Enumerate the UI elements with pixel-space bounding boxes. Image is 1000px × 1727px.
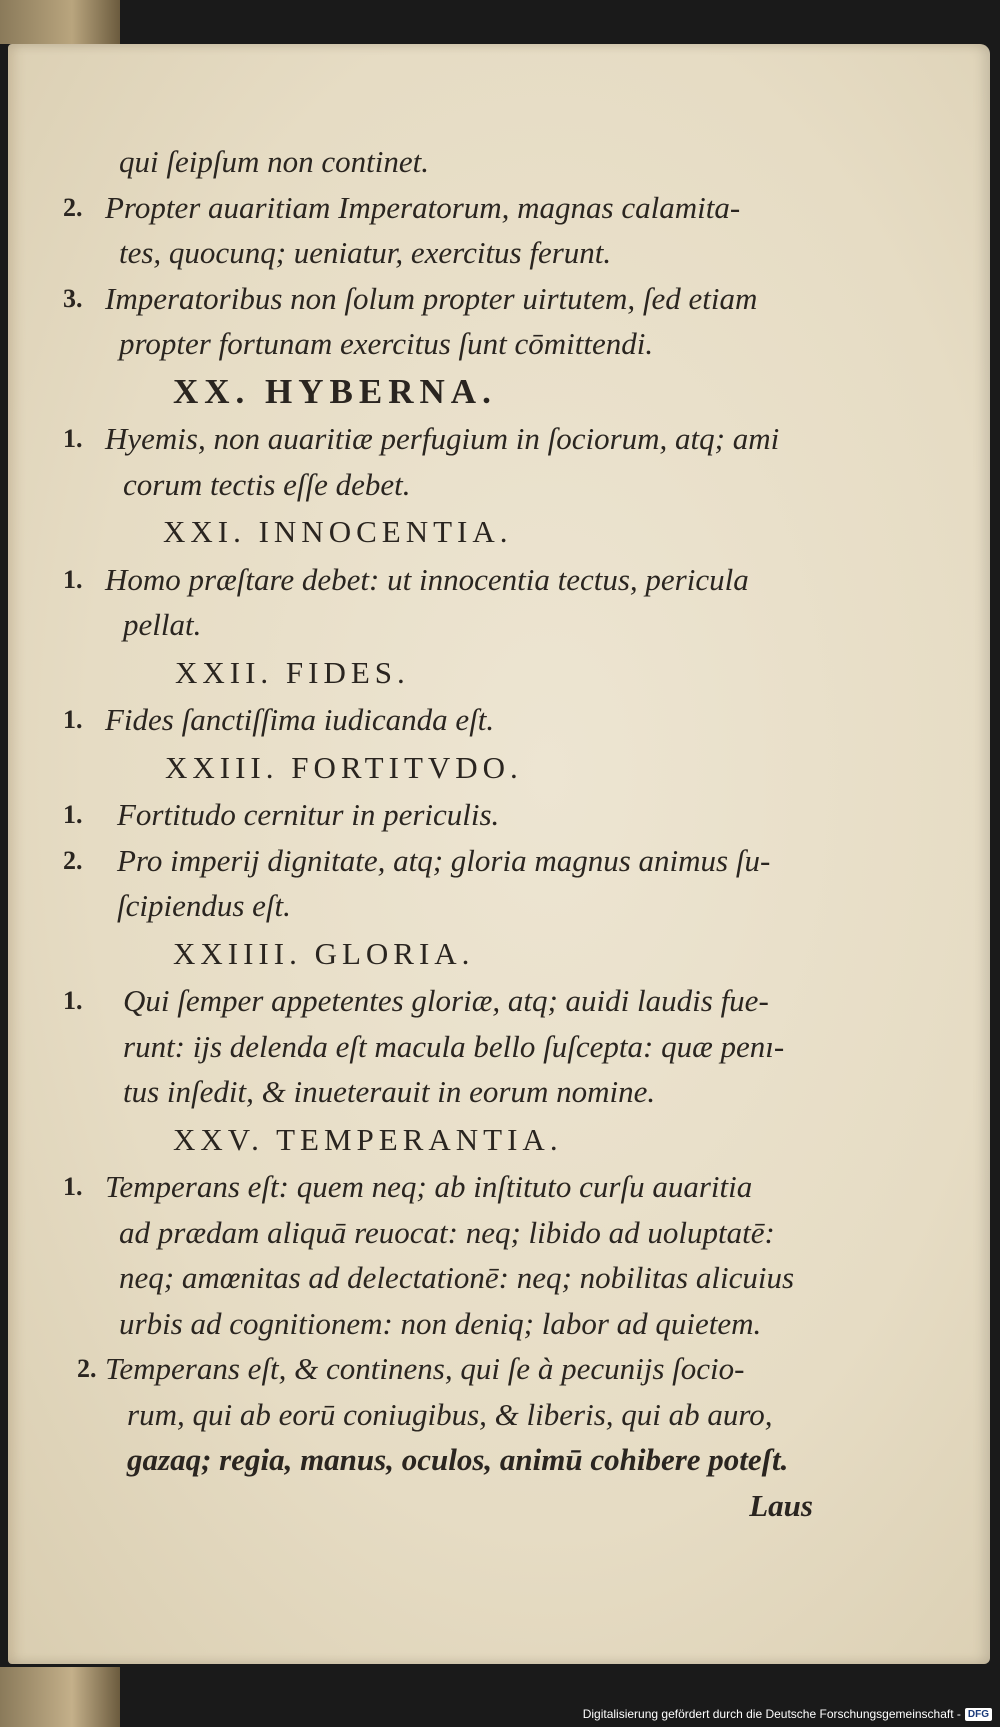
text-line	[63, 462, 823, 508]
item-number	[63, 1437, 105, 1483]
text-line	[63, 838, 823, 884]
line-text: Pro imperij dignitate, atq; gloria magnus animus ſu-	[117, 842, 771, 878]
line-text: Homo præſtare debet: ut innocentia tectus, pericula	[105, 561, 749, 597]
text-line	[63, 1210, 823, 1256]
item-number	[63, 1255, 105, 1301]
book-spine-top	[0, 0, 120, 44]
text-line	[63, 792, 823, 838]
line-text: Qui ſemper appetentes gloriæ, atq; auidi laudis fue-	[123, 983, 769, 1018]
section-heading: XXIIII. GLORIA.	[173, 935, 475, 971]
item-number: 3.	[63, 283, 83, 313]
credit-text: Digitalisierung gefördert durch die Deutsche Forschungsgemeinschaft -	[582, 1707, 961, 1721]
text-line	[63, 978, 823, 1024]
text-line	[63, 557, 823, 603]
text-line	[63, 1392, 823, 1438]
item-number: 1.	[63, 800, 83, 829]
text-line	[63, 1024, 823, 1070]
item-number	[63, 230, 105, 276]
section-heading: XXIII. FORTITVDO.	[165, 749, 523, 785]
text-line	[63, 1069, 823, 1115]
text-line	[63, 185, 823, 231]
item-number	[63, 602, 105, 648]
catchword: Laus	[749, 1487, 813, 1523]
text-line	[63, 1301, 823, 1347]
line-text: Fortitudo cernitur in periculis.	[117, 797, 500, 832]
text-line	[63, 1164, 823, 1210]
line-text: ſcipiendus eſt.	[117, 888, 291, 923]
item-number: 1.	[63, 1172, 83, 1201]
section-heading: XXV. TEMPERANTIA.	[173, 1121, 563, 1157]
book-page	[8, 44, 990, 1664]
item-number	[63, 883, 105, 929]
text-line	[63, 697, 823, 743]
item-number	[63, 139, 105, 185]
section-heading: XXI. INNOCENTIA.	[163, 514, 513, 549]
item-number: 2.	[63, 845, 83, 875]
item-number	[63, 1392, 105, 1438]
line-text: urbis ad cognitionem: non deniq; labor ad quietem.	[119, 1305, 762, 1341]
text-line	[63, 1255, 823, 1301]
item-number	[63, 1069, 105, 1115]
text-line	[63, 139, 823, 185]
text-line	[63, 1346, 823, 1392]
digitization-credit	[583, 1707, 992, 1721]
item-number	[63, 1024, 105, 1070]
line-text: Fides ſanctiſſima iudicanda eſt.	[105, 702, 495, 737]
line-text: qui ſeipſum non continet.	[119, 144, 429, 179]
text-line	[63, 416, 823, 462]
section-heading: XX. HYBERNA.	[173, 371, 497, 411]
line-text: corum tectis eſſe debet.	[123, 466, 411, 502]
item-number: 1.	[63, 705, 83, 734]
text-line	[63, 276, 823, 322]
line-text: rum, qui ab eorū coniugibus, & liberis, qui ab auro,	[127, 1396, 773, 1432]
text-line	[63, 883, 823, 929]
page-text	[63, 139, 823, 1528]
item-number	[63, 321, 105, 367]
item-number	[63, 1301, 105, 1347]
text-line	[63, 602, 823, 648]
line-text: Temperans eſt: quem neq; ab inſtituto curſu auaritia	[105, 1169, 753, 1204]
line-text: tus inſedit, & inueterauit in eorum nomine.	[123, 1074, 656, 1109]
section-heading: XXII. FIDES.	[175, 654, 410, 690]
line-text: ad prædam aliquā reuocat: neq; libido ad uoluptatē:	[119, 1214, 775, 1250]
text-line	[63, 1437, 823, 1483]
item-number: 1.	[63, 986, 83, 1015]
item-number: 1.	[63, 424, 83, 453]
book-spine-bottom	[0, 1667, 120, 1727]
item-number: 2.	[63, 192, 83, 222]
item-number	[63, 1210, 105, 1256]
line-text: gazaq; regia, manus, oculos, animū cohibere poteſt.	[127, 1442, 789, 1477]
line-text: Temperans eſt, & continens, qui ſe à pecunijs ſocio-	[105, 1351, 745, 1386]
text-line	[63, 321, 823, 367]
line-text: Imperatoribus non ſolum propter uirtutem, ſed etiam	[105, 280, 758, 316]
item-number: 2.	[77, 1354, 97, 1383]
line-text: pellat.	[123, 607, 202, 642]
line-text: neq; amœnitas ad delectationē: neq; nobilitas alicuius	[119, 1260, 795, 1295]
line-text: propter fortunam exercitus ſunt cōmittendi.	[119, 326, 654, 361]
text-line	[63, 230, 823, 276]
item-number: 1.	[63, 564, 83, 594]
item-number	[63, 462, 105, 508]
line-text: runt: ijs delenda eſt macula bello ſuſcepta: quæ penı-	[123, 1028, 785, 1064]
line-text: tes, quocunq; ueniatur, exercitus ferunt.	[119, 235, 612, 270]
line-text: Propter auaritiam Imperatorum, magnas calamita-	[105, 189, 741, 225]
line-text: Hyemis, non auaritiæ perfugium in ſociorum, atq; ami	[105, 421, 780, 456]
dfg-logo: DFG	[965, 1708, 992, 1721]
